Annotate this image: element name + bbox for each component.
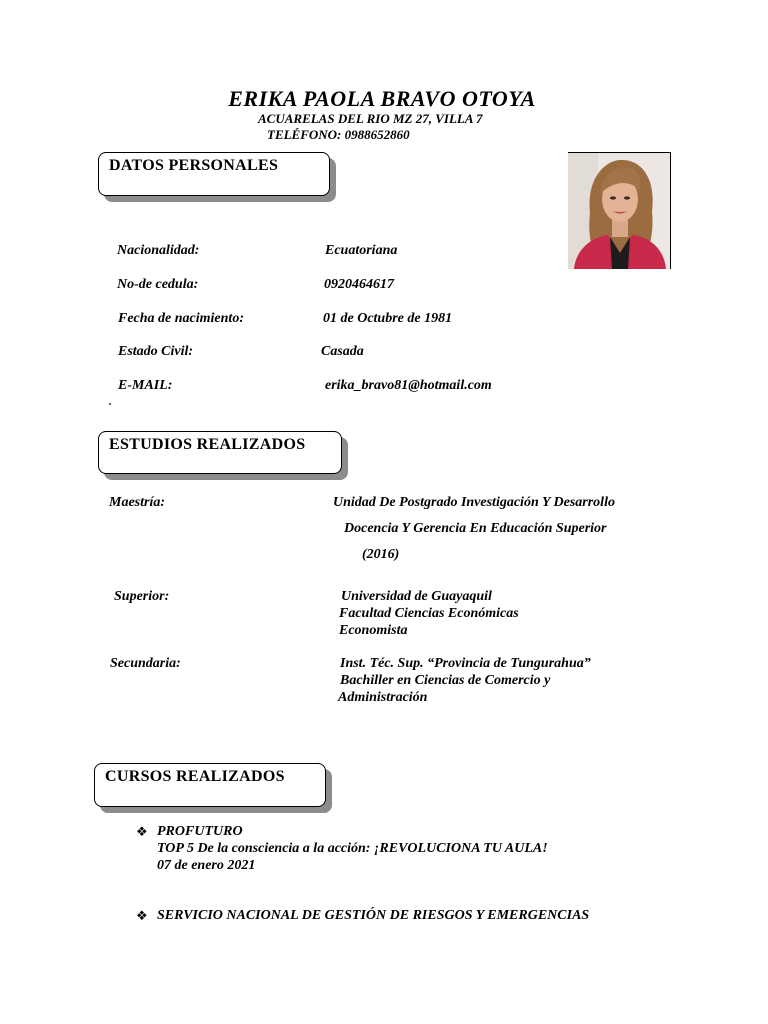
phone: TELÉFONO: 0988652860 xyxy=(267,127,410,142)
section-courses-header xyxy=(94,763,326,807)
superior-label: Superior: xyxy=(114,589,170,604)
email-value: erika_bravo81@hotmail.com xyxy=(325,378,492,393)
birth-label: Fecha de nacimiento: xyxy=(118,311,244,326)
superior-line-3: Economista xyxy=(339,623,408,638)
section-personal-title: DATOS PERSONALES xyxy=(109,157,279,174)
superior-line-2: Facultad Ciencias Económicas xyxy=(339,606,519,621)
secondary-line-2: Bachiller en Ciencias de Comercio y xyxy=(340,673,551,688)
bullet-icon: ❖ xyxy=(136,824,148,839)
civil-status-value: Casada xyxy=(321,344,364,359)
section-studies-title: ESTUDIOS REALIZADOS xyxy=(109,436,306,453)
bullet-icon: ❖ xyxy=(136,908,148,923)
secondary-line-3: Administración xyxy=(338,690,428,705)
stray-dot xyxy=(109,403,111,405)
secondary-label: Secundaria: xyxy=(110,656,181,671)
course-2-line-1: SERVICIO NACIONAL DE GESTIÓN DE RIESGOS Y EMERGENCIAS xyxy=(157,908,590,923)
resume-name: ERIKA PAOLA BRAVO OTOYA xyxy=(228,86,536,111)
email-label: E-MAIL: xyxy=(118,378,173,393)
master-line-3: (2016) xyxy=(362,547,400,562)
id-value: 0920464617 xyxy=(324,277,394,292)
course-1-line-1: PROFUTURO xyxy=(157,824,243,839)
section-courses-title: CURSOS REALIZADOS xyxy=(105,768,285,785)
address: ACUARELAS DEL RIO MZ 27, VILLA 7 xyxy=(258,111,483,126)
master-line-2: Docencia Y Gerencia En Educación Superior xyxy=(344,521,607,536)
nationality-label: Nacionalidad: xyxy=(117,243,200,258)
master-line-1: Unidad De Postgrado Investigación Y Desarrollo xyxy=(333,495,615,510)
portrait-image xyxy=(568,153,670,269)
course-1-line-3: 07 de enero 2021 xyxy=(157,858,256,873)
id-label: No-de cedula: xyxy=(117,277,199,292)
nationality-value: Ecuatoriana xyxy=(325,243,398,258)
birth-value: 01 de Octubre de 1981 xyxy=(323,311,453,326)
civil-status-label: Estado Civil: xyxy=(118,344,194,359)
master-label: Maestría: xyxy=(109,495,165,510)
superior-line-1: Universidad de Guayaquil xyxy=(341,589,492,604)
course-1-line-2: TOP 5 De la consciencia a la acción: ¡REVOLUCIONA TU AULA! xyxy=(157,841,548,856)
section-personal-header xyxy=(98,152,330,196)
profile-photo xyxy=(568,152,671,269)
section-studies-header xyxy=(98,431,342,474)
secondary-line-1: Inst. Téc. Sup. “Provincia de Tungurahua” xyxy=(340,656,591,671)
